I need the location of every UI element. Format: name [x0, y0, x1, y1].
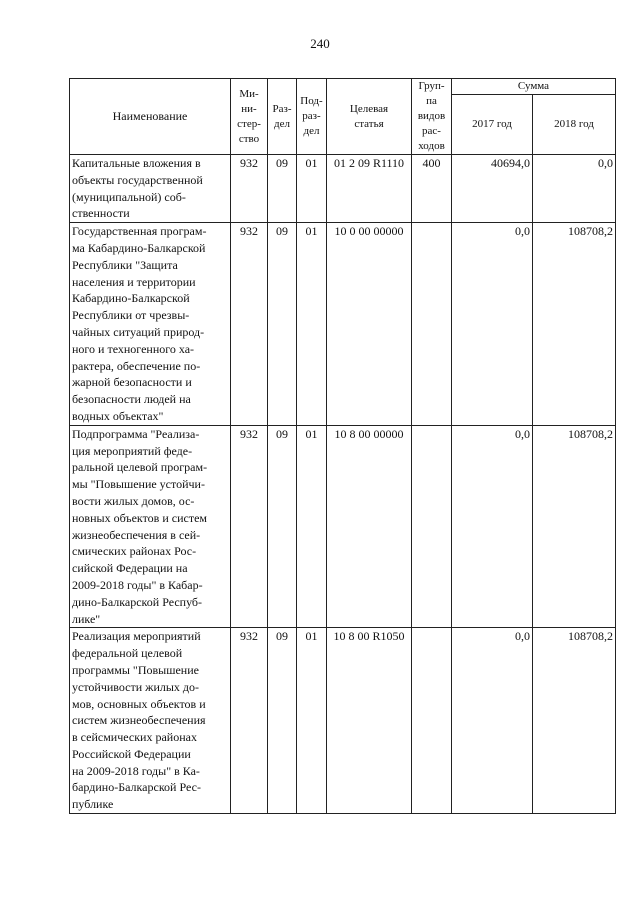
- table-row: [70, 223, 616, 426]
- row-ministry: 932: [231, 628, 268, 814]
- row-name: Капитальные вложения в объекты государственной (муниципальной) соб- ственности: [70, 155, 231, 223]
- row-subsection: 01: [297, 155, 327, 223]
- row-subsection: 01: [297, 628, 327, 814]
- row-expense-type: 400: [412, 155, 452, 223]
- row-sum-2018: 0,0: [533, 155, 616, 223]
- page-number: 240: [310, 36, 330, 51]
- row-expense-type: [412, 628, 452, 814]
- header-subsection: Под- раз- дел: [297, 79, 327, 155]
- row-section: 09: [268, 155, 297, 223]
- budget-table: [69, 78, 616, 814]
- row-sum-2018: 108708,2: [533, 223, 616, 426]
- row-expense-type: [412, 425, 452, 628]
- header-sum: Сумма: [452, 79, 616, 95]
- header-year-2017: 2017 год: [452, 95, 533, 155]
- row-ministry: 932: [231, 223, 268, 426]
- table-row: [70, 425, 616, 628]
- row-sum-2017: 0,0: [452, 425, 533, 628]
- header-name: Наименование: [70, 79, 231, 155]
- row-ministry: 932: [231, 425, 268, 628]
- row-target-article: 01 2 09 R1110: [327, 155, 412, 223]
- row-section: 09: [268, 425, 297, 628]
- table-row: [70, 628, 616, 814]
- row-sum-2017: 40694,0: [452, 155, 533, 223]
- row-sum-2018: 108708,2: [533, 628, 616, 814]
- header-section: Раз- дел: [268, 79, 297, 155]
- row-subsection: 01: [297, 425, 327, 628]
- row-ministry: 932: [231, 155, 268, 223]
- row-subsection: 01: [297, 223, 327, 426]
- header-year-2018: 2018 год: [533, 95, 616, 155]
- table-row: [70, 155, 616, 223]
- row-name: Реализация мероприятий федеральной целевой программы "Повышение устойчивости жилых до- мов, основных объектов и систем жизнеобеспечения в сейсмических районах Российской Федерации на 2009-2018 годы" в Ка- бардино-Балкарской Рес- публике: [70, 628, 231, 814]
- row-sum-2018: 108708,2: [533, 425, 616, 628]
- header-target-article: Целевая статья: [327, 79, 412, 155]
- row-name: Подпрограмма "Реализа- ция мероприятий феде- ральной целевой програм- мы "Повышение устойчи- вости жилых домов, ос- новных объектов и систем жизнеобеспечения в сей- смических районах Рос- сийской Федерации на 2009-2018 годы" в Кабар- дино-Балкарской Респуб- лике": [70, 425, 231, 628]
- row-section: 09: [268, 223, 297, 426]
- row-name: Государственная програм- ма Кабардино-Балкарской Республики "Защита населения и территории Кабардино-Балкарской Республики от чрезвы- чайных ситуаций природ- ного и техногенного ха- рактера, обеспечение по- жарной безопасности и безопасности людей на водных объектах": [70, 223, 231, 426]
- row-expense-type: [412, 223, 452, 426]
- header-expense-type-group: Груп- па видов рас- ходов: [412, 79, 452, 155]
- row-section: 09: [268, 628, 297, 814]
- row-sum-2017: 0,0: [452, 223, 533, 426]
- row-target-article: 10 0 00 00000: [327, 223, 412, 426]
- row-target-article: 10 8 00 00000: [327, 425, 412, 628]
- header-ministry: Ми- ни- стер- ство: [231, 79, 268, 155]
- row-target-article: 10 8 00 R1050: [327, 628, 412, 814]
- row-sum-2017: 0,0: [452, 628, 533, 814]
